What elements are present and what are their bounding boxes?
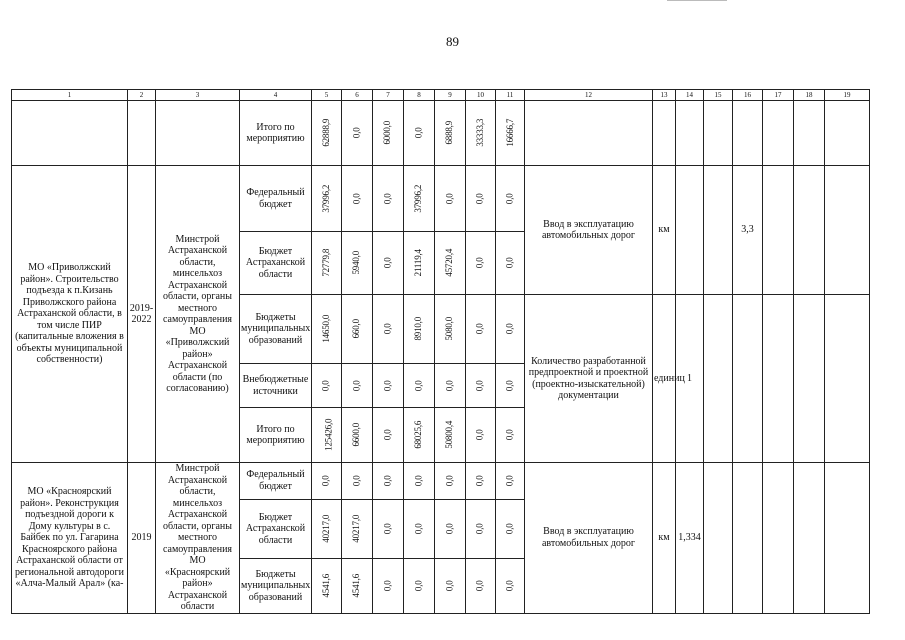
amount-cell: 0,0	[496, 166, 525, 232]
column-number: 4	[240, 90, 312, 101]
amount-cell: 0,0	[312, 364, 342, 408]
empty-cell	[794, 101, 825, 166]
indicator-value	[704, 463, 733, 614]
event-years: 2019	[128, 463, 156, 614]
event-name: МО «Приволжский район». Строительство подъезда к п.Кизань Приволжского района Астраханской области, в том числе ПИР (капитальные вложения в объекты муниципальной собственности)	[12, 166, 128, 463]
column-number: 10	[466, 90, 496, 101]
indicator-value	[794, 463, 825, 614]
amount-cell: 0,0	[466, 463, 496, 500]
indicator-unit: км	[653, 166, 676, 295]
amount-cell: 0,0	[404, 364, 435, 408]
scan-mark	[667, 0, 727, 4]
amount-cell: 0,0	[466, 295, 496, 364]
empty-cell	[733, 101, 763, 166]
indicator-value: 1,334	[676, 463, 704, 614]
column-number: 5	[312, 90, 342, 101]
event-years: 2019-2022	[128, 166, 156, 463]
amount-cell: 0,0	[404, 101, 435, 166]
empty-cell	[676, 101, 704, 166]
column-number: 7	[373, 90, 404, 101]
indicator-value	[794, 166, 825, 295]
indicator-value	[763, 463, 794, 614]
empty-cell	[653, 101, 676, 166]
funding-source-label: Внебюджетные источники	[240, 364, 312, 408]
amount-cell: 4541,6	[342, 559, 373, 613]
indicator-value	[733, 463, 763, 614]
amount-cell: 6600,0	[342, 408, 373, 463]
amount-cell: 0,0	[373, 559, 404, 613]
amount-cell: 0,0	[466, 499, 496, 559]
amount-cell: 0,0	[342, 364, 373, 408]
column-number: 13	[653, 90, 676, 101]
amount-cell: 45720,4	[435, 232, 466, 295]
amount-cell: 0,0	[373, 166, 404, 232]
column-number: 17	[763, 90, 794, 101]
amount-cell: 50800,4	[435, 408, 466, 463]
amount-cell: 0,0	[404, 463, 435, 500]
indicator-value	[763, 295, 794, 463]
column-number: 12	[525, 90, 653, 101]
amount-cell: 37996,2	[312, 166, 342, 232]
funding-source-label: Бюджет Астраханской области	[240, 499, 312, 559]
amount-cell: 40217,0	[342, 499, 373, 559]
amount-cell: 72779,8	[312, 232, 342, 295]
funding-source-label: Бюджет Астраханской области	[240, 232, 312, 295]
indicator-value	[676, 166, 704, 295]
empty-cell	[12, 101, 128, 166]
amount-cell: 0,0	[373, 295, 404, 364]
amount-cell: 21119,4	[404, 232, 435, 295]
indicator-text: Количество разработанной предпроектной и проектной (проектно-изыскательной) документации	[525, 295, 653, 463]
amount-cell: 0,0	[373, 364, 404, 408]
amount-cell: 0,0	[466, 408, 496, 463]
amount-cell: 40217,0	[312, 499, 342, 559]
empty-cell	[156, 101, 240, 166]
amount-cell: 0,0	[496, 463, 525, 500]
amount-cell: 0,0	[466, 166, 496, 232]
funding-source-label: Бюджеты муниципальных образований	[240, 295, 312, 364]
amount-cell: 6888,9	[435, 101, 466, 166]
indicator-value: 1	[676, 295, 704, 463]
amount-cell: 0,0	[373, 232, 404, 295]
column-number: 18	[794, 90, 825, 101]
event-executors: Минстрой Астраханской области, минсельхоз Астраханской области, органы местного самоуправления МО «Приволжский район» Астраханской области (по согласованию)	[156, 166, 240, 463]
indicator-value: 3,3	[733, 166, 763, 295]
indicator-value	[733, 295, 763, 463]
indicator-text: Ввод в эксплуатацию автомобильных дорог	[525, 166, 653, 295]
amount-cell: 5080,0	[435, 295, 466, 364]
funding-source-label: Итого по мероприятию	[240, 101, 312, 166]
amount-cell: 660,0	[342, 295, 373, 364]
amount-cell: 0,0	[373, 463, 404, 500]
amount-cell: 0,0	[404, 559, 435, 613]
amount-cell: 0,0	[496, 364, 525, 408]
column-numbers-row	[12, 90, 870, 101]
amount-cell: 0,0	[373, 408, 404, 463]
amount-cell: 0,0	[435, 463, 466, 500]
empty-cell	[763, 101, 794, 166]
table-row	[12, 166, 870, 232]
amount-cell: 0,0	[312, 463, 342, 500]
indicator-text: Ввод в эксплуатацию автомобильных дорог	[525, 463, 653, 614]
amount-cell: 0,0	[496, 232, 525, 295]
amount-cell: 0,0	[373, 499, 404, 559]
column-number: 6	[342, 90, 373, 101]
indicator-value	[794, 295, 825, 463]
indicator-value	[763, 166, 794, 295]
funding-source-label: Бюджеты муниципальных образований	[240, 559, 312, 613]
indicator-unit: км	[653, 463, 676, 614]
indicator-value	[704, 166, 733, 295]
amount-cell: 0,0	[466, 232, 496, 295]
empty-cell	[525, 101, 653, 166]
empty-cell	[825, 101, 870, 166]
indicator-value	[704, 295, 733, 463]
amount-cell: 0,0	[342, 101, 373, 166]
program-table	[11, 89, 870, 614]
indicator-value	[825, 166, 870, 295]
column-number: 16	[733, 90, 763, 101]
amount-cell: 0,0	[496, 499, 525, 559]
amount-cell: 0,0	[435, 364, 466, 408]
column-number: 1	[12, 90, 128, 101]
amount-cell: 0,0	[342, 166, 373, 232]
amount-cell: 0,0	[435, 166, 466, 232]
indicator-unit: единиц	[653, 295, 676, 463]
page-number: 89	[446, 34, 459, 49]
amount-cell: 33333,3	[466, 101, 496, 166]
column-number: 11	[496, 90, 525, 101]
empty-cell	[704, 101, 733, 166]
amount-cell: 6000,0	[373, 101, 404, 166]
amount-cell: 14650,0	[312, 295, 342, 364]
event-executors: Минстрой Астраханской области, минсельхоз Астраханской области, органы местного самоуправления МО «Красноярский район» Астраханской области	[156, 463, 240, 614]
funding-source-label: Итого по мероприятию	[240, 408, 312, 463]
amount-cell: 5940,0	[342, 232, 373, 295]
funding-source-label: Федеральный бюджет	[240, 463, 312, 500]
column-number: 2	[128, 90, 156, 101]
column-number: 3	[156, 90, 240, 101]
event-name: МО «Красноярский район». Реконструкция подъездной дороги к Дому культуры в с. Байбек по ул. Гагарина Красноярского района Астраханской области от региональной автодороги «Алча-Малый Арал» (ка-	[12, 463, 128, 614]
amount-cell: 0,0	[435, 499, 466, 559]
amount-cell: 4541,6	[312, 559, 342, 613]
column-number: 19	[825, 90, 870, 101]
amount-cell: 62888,9	[312, 101, 342, 166]
amount-cell: 0,0	[342, 463, 373, 500]
amount-cell: 68025,6	[404, 408, 435, 463]
amount-cell: 37996,2	[404, 166, 435, 232]
column-number: 9	[435, 90, 466, 101]
amount-cell: 8910,0	[404, 295, 435, 364]
amount-cell: 0,0	[435, 559, 466, 613]
amount-cell: 0,0	[466, 559, 496, 613]
amount-cell: 125426,0	[312, 408, 342, 463]
indicator-value	[825, 463, 870, 614]
column-number: 14	[676, 90, 704, 101]
amount-cell: 0,0	[404, 499, 435, 559]
column-number: 8	[404, 90, 435, 101]
table-row	[12, 463, 870, 500]
amount-cell: 0,0	[496, 408, 525, 463]
indicator-value	[825, 295, 870, 463]
amount-cell: 0,0	[496, 295, 525, 364]
table-row	[12, 101, 870, 166]
funding-source-label: Федеральный бюджет	[240, 166, 312, 232]
empty-cell	[128, 101, 156, 166]
amount-cell: 16666,7	[496, 101, 525, 166]
column-number: 15	[704, 90, 733, 101]
amount-cell: 0,0	[496, 559, 525, 613]
table-right-edge	[869, 89, 873, 599]
amount-cell: 0,0	[466, 364, 496, 408]
